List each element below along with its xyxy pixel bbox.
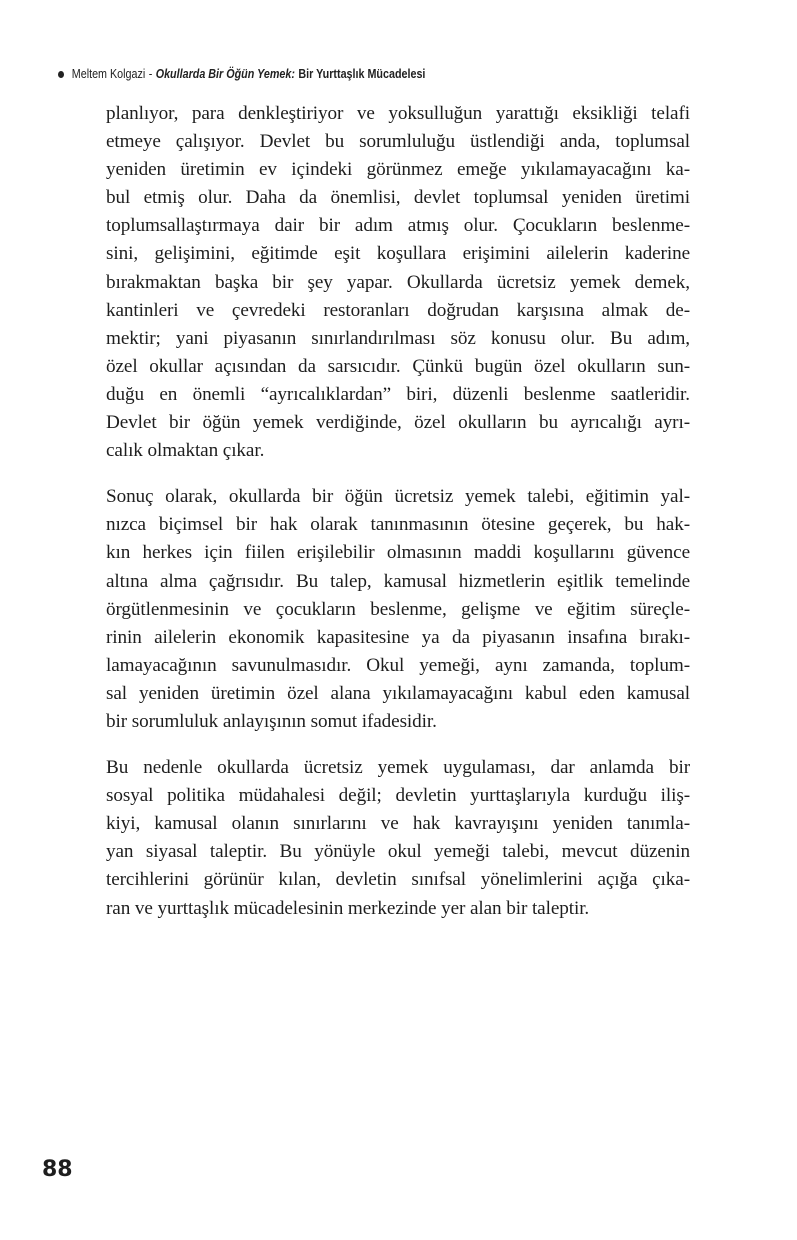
text-line: tercihlerini görünür kılan, devletin sınıfsal yönelimlerini açığa çıka- [106,869,690,891]
text-line: yan siyasal taleptir. Bu yönüyle okul yemeği talebi, mevcut düzenin [106,841,690,863]
paragraph-2 [106,483,690,736]
text-line: bir sorumluluk anlayışının somut ifadesidir. [106,710,437,732]
text-line: bırakmaktan başka bir şey yapar. Okullarda ücretsiz yemek demek, [106,271,690,293]
text-line: planlıyor, para denkleştiriyor ve yoksulluğun yarattığı eksikliği telafi [106,103,690,124]
bullet-icon [58,71,64,78]
text-line: mektir; yani piyasanın sınırlandırılması söz konusu olur. Bu adım, [106,327,690,349]
text-line: Devlet bir öğün yemek verdiğinde, özel okulların bu ayrıcalığı ayrı- [106,412,690,434]
text-line: altına alma çağrısıdır. Bu talep, kamusal hizmetlerin eşitlik temelinde [106,570,690,592]
text-line: kantinleri ve çevredeki restoranları doğrudan karşısına almak de- [106,299,690,321]
text-line: özel okullar açısından da sarsıcıdır. Çünkü bugün özel okulların sun- [106,355,690,377]
text-line: kın herkes için fiilen erişilebilir olmasının maddi koşullarını güvence [106,542,690,564]
text-line: calık olmaktan çıkar. [106,440,265,462]
text-line: duğu en önemli “ayrıcalıklardan” biri, düzenli beslenme saatleridir. [106,383,690,405]
header-title-sub: Bir Yurttaşlık Mücadelesi [298,67,426,81]
text-line: bul etmiş olur. Daha da önemlisi, devlet toplumsal yeniden üretimi [106,187,690,209]
header-separator: - [148,67,153,81]
text-line: sal yeniden üretimin özel alana yıkılamayacağını kabul eden kamusal [106,682,690,704]
header-author: Meltem Kolgazi [71,67,146,81]
text-line: lamayacağının savunulmasıdır. Okul yemeği, aynı zamanda, toplum- [106,654,690,676]
text-line: rinin ailelerin ekonomik kapasitesine ya da piyasanın insafına bırakı- [106,626,690,648]
header-title-main: Okullarda Bir Öğün Yemek: [155,67,295,81]
text-line: etmeye çalışıyor. Devlet bu sorumluluğu üstlendiği anda, toplumsal [106,131,690,153]
text-line: Bu nedenle okullarda ücretsiz yemek uygulaması, dar anlamda bir [106,757,690,779]
text-line: örgütlenmesinin ve çocukların beslenme, gelişme ve eğitim süreçle- [106,598,690,620]
body-text [106,100,690,941]
text-line: ran ve yurttaşlık mücadelesinin merkezinde yer alan bir taleptir. [106,897,590,919]
page-number: 88 [42,1157,73,1182]
running-header [58,64,425,84]
text-line: sini, gelişimini, eğitimde eşit koşullara erişimini ailelerin kaderine [106,243,690,265]
paragraph-1 [106,100,690,465]
text-line: toplumsallaştırmaya dair bir adım atmış olur. Çocukların beslenme- [106,215,690,237]
text-line: Sonuç olarak, okullarda bir öğün ücretsiz yemek talebi, eğitimin yal- [106,486,690,508]
text-line: kiyi, kamusal olanın sınırlarını ve hak kavrayışını yeniden tanımla- [106,813,690,835]
text-line: sosyal politika müdahalesi değil; devletin yurttaşlarıyla kurduğu iliş- [106,785,690,807]
paragraph-3 [106,754,690,923]
text-line: yeniden üretimin ev içindeki görünmez emeğe yıkılamayacağını ka- [106,159,690,181]
text-line: nızca biçimsel bir hak olarak tanınmasının ötesine geçerek, bu hak- [106,514,690,536]
